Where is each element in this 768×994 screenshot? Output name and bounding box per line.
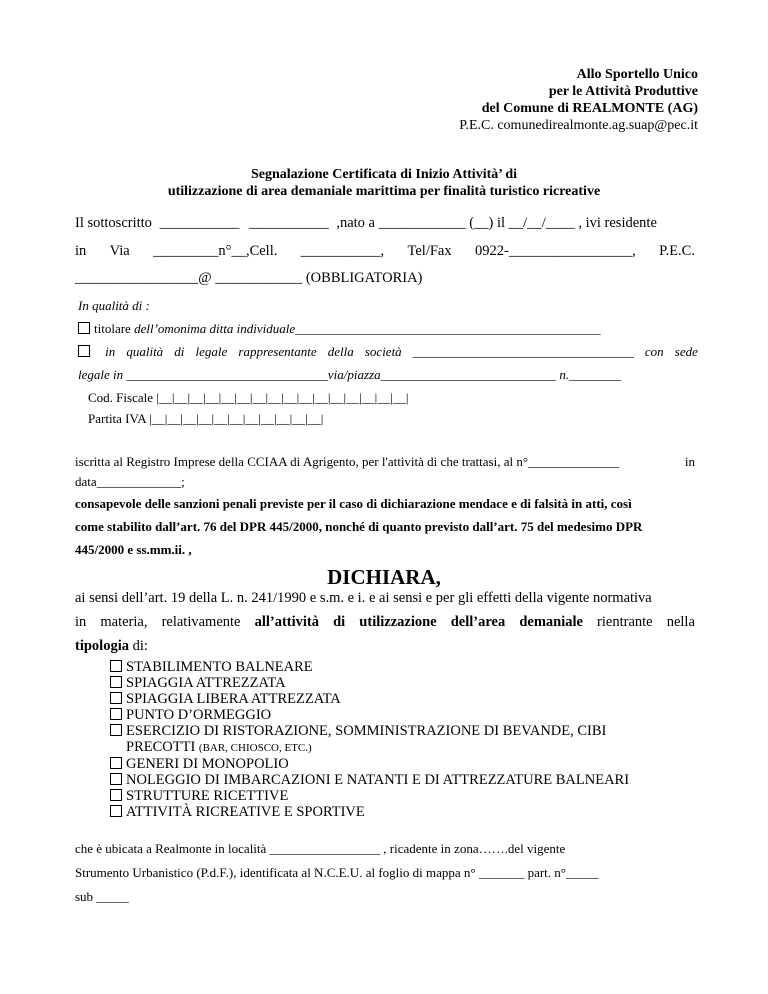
dichiara-line-1: ai sensi dell’art. 19 della L. n. 241/1990 e s.m. e i. e ai sensi e per gli effetti della vigente normativa [75, 590, 652, 606]
registro-number-field[interactable]: ______________ [528, 454, 620, 469]
tipologia-checkbox[interactable] [110, 708, 122, 720]
opt2-word: società [364, 344, 402, 359]
societa-field[interactable]: __________________________________ [412, 344, 634, 359]
titolare-label: titolare [94, 321, 135, 336]
ubicazione-line-1[interactable]: che è ubicata a Realmonte in località _________________ , ricadente in zona…….del vigente [75, 841, 566, 856]
tipologia-label: tipologia [75, 638, 129, 654]
r2-word: Via [109, 243, 130, 259]
d2-bold-word: utilizzazione [359, 614, 437, 630]
r2-word: in [75, 243, 87, 259]
opt2-word: legale [195, 344, 228, 359]
tipologia-item[interactable] [110, 723, 629, 739]
d2-word: nella [666, 614, 695, 630]
tipologia-item[interactable] [110, 675, 629, 691]
recipient-pec: P.E.C. comunedirealmonte.ag.suap@pec.it [459, 118, 698, 133]
d2-word: materia, [100, 614, 148, 630]
tipologie-list [110, 659, 629, 820]
tipologia-checkbox[interactable] [110, 676, 122, 688]
d2-word: relativamente [161, 614, 241, 630]
option-legale-rappresentante[interactable] [78, 344, 698, 360]
tipologia-checkbox[interactable] [110, 724, 122, 736]
tipologia-checkbox[interactable] [110, 692, 122, 704]
tipologia-item[interactable] [110, 707, 629, 723]
opt2-word: qualità [126, 344, 164, 359]
tipologia-label: PUNTO D’ORMEGGIO [126, 707, 272, 723]
tipologia-label: STABILIMENTO BALNEARE [126, 659, 313, 675]
name-field[interactable]: ___________ [248, 215, 329, 231]
tipologia-item-continuation [110, 739, 629, 756]
precotti-label: PRECOTTI [126, 739, 199, 755]
tipologia-item[interactable] [110, 788, 629, 804]
tipologia-label: SPIAGGIA ATTREZZATA [126, 675, 286, 691]
dichiara-line-3 [75, 638, 148, 655]
codice-fiscale-field[interactable]: Cod. Fiscale |__|__|__|__|__|__|__|__|__|__|__|__|__|__|__|__| [88, 390, 409, 405]
tipologia-label: ESERCIZIO DI RISTORAZIONE, SOMMINISTRAZIONE DI BEVANDE, CIBI [126, 723, 607, 739]
recipient-line-2: per le Attività Produttive [548, 84, 698, 99]
d2-word: rientrante [597, 614, 653, 630]
d2-bold-word: dell’area [450, 614, 506, 630]
tipologia-item[interactable] [110, 691, 629, 707]
pec-email-field[interactable]: _________________@ ____________ (OBBLIGATORIA) [75, 270, 423, 286]
opt2-word: con [644, 344, 664, 359]
option-titolare[interactable] [78, 321, 601, 337]
tipologia-label: GENERI DI MONOPOLIO [126, 756, 289, 772]
sede-legale-field[interactable]: legale in _______________________________via/piazza___________________________ n.________ [78, 367, 622, 382]
opt2-word: rappresentante [238, 344, 317, 359]
d2-word: in [75, 614, 87, 630]
cell-field[interactable]: ___________, [300, 243, 385, 259]
consapevole-line-2: come stabilito dall’art. 76 del DPR 445/2000, nonché di quanto previsto dall’art. 75 del medesimo DPR [75, 519, 643, 534]
d2-bold-word: demaniale [519, 614, 583, 630]
tipologia-item[interactable] [110, 772, 629, 788]
registro-in: in [684, 454, 695, 469]
declarant-row-1 [75, 215, 695, 232]
checkbox-legale-rappresentante[interactable] [78, 345, 90, 357]
tipologia-label: SPIAGGIA LIBERA ATTREZZATA [126, 691, 341, 707]
document-title-line-2: utilizzazione di area demaniale marittima per finalità turistico ricreative [167, 184, 601, 199]
ubicazione-line-2[interactable]: Strumento Urbanistico (P.d.F.), identificata al N.C.E.U. al foglio di mappa n° _______ part. n°_____ [75, 865, 599, 880]
opt2-word: di [174, 344, 185, 359]
tel-fax-field[interactable]: 0922-_________________, [475, 243, 636, 259]
opt2-word: della [327, 344, 354, 359]
recipient-line-1: Allo Sportello Unico [576, 67, 698, 82]
address-cell-field[interactable]: _________n°__,Cell. [153, 243, 278, 259]
r2-word: Tel/Fax [407, 243, 452, 259]
surname-field[interactable]: ___________ [159, 215, 240, 231]
tipologia-label: ATTIVITÀ RICREATIVE E SPORTIVE [126, 804, 365, 820]
dichiara-heading: DICHIARA, [327, 565, 441, 589]
tipologia-rest: di: [128, 638, 148, 654]
partita-iva-field[interactable]: Partita IVA |__|__|__|__|__|__|__|__|__|__|__| [88, 411, 324, 426]
registro-text: iscritta al Registro Imprese della CCIAA di Agrigento, per l'attività di che trattasi, al n° [75, 454, 529, 469]
registro-line-1 [75, 454, 695, 470]
birth-residence-fields[interactable]: ,nato a ____________ (__) il __/__/____ , ivi residente [336, 215, 657, 231]
titolare-line[interactable]: _______________________________________________ [295, 321, 601, 336]
tipologia-checkbox[interactable] [110, 757, 122, 769]
tipologia-label: NOLEGGIO DI IMBARCAZIONI E NATANTI E DI ATTREZZATURE BALNEARI [126, 772, 630, 788]
sottoscritto-label: Il sottoscritto [75, 215, 152, 231]
tipologia-item[interactable] [110, 659, 629, 675]
consapevole-line-3: 445/2000 e ss.mm.ii. , [75, 542, 192, 557]
ubicazione-line-3[interactable]: sub _____ [75, 889, 129, 904]
opt2-word: sede [674, 344, 698, 359]
checkbox-titolare[interactable] [78, 322, 90, 334]
tipologia-checkbox[interactable] [110, 789, 122, 801]
declarant-row-2 [75, 243, 695, 260]
tipologia-checkbox[interactable] [110, 805, 122, 817]
recipient-line-3: del Comune di REALMONTE (AG) [481, 101, 698, 116]
r2-word: P.E.C. [659, 243, 695, 259]
d2-bold-word: all’attività [254, 614, 320, 630]
tipologia-checkbox[interactable] [110, 660, 122, 672]
qualita-heading: In qualità di : [78, 298, 150, 313]
document-title-line-1: Segnalazione Certificata di Inizio Attività’ di [250, 167, 518, 182]
consapevole-line-1: consapevole delle sanzioni penali previste per il caso di dichiarazione mendace e di falsità in atti, così [75, 496, 632, 511]
registro-date-field[interactable]: data_____________; [75, 474, 185, 489]
tipologia-item[interactable] [110, 804, 629, 820]
precotti-note: (BAR, CHIOSCO, ETC.) [198, 742, 312, 754]
tipologia-item[interactable] [110, 756, 629, 772]
dichiara-line-2 [75, 614, 695, 631]
opt2-word: in [105, 344, 116, 359]
titolare-italic-label: dell’omonima ditta individuale [134, 321, 296, 336]
tipologia-label: STRUTTURE RICETTIVE [126, 788, 289, 804]
tipologia-checkbox[interactable] [110, 773, 122, 785]
d2-bold-word: di [333, 614, 346, 630]
